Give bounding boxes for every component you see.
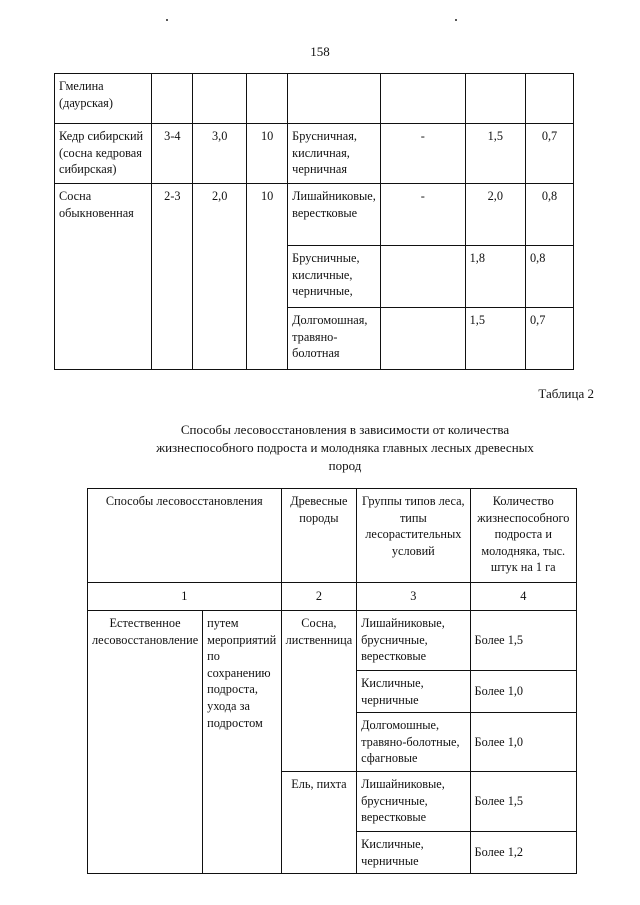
table-cell: 0,7: [526, 308, 574, 370]
page-number: 158: [310, 44, 330, 59]
table-row: [88, 611, 577, 671]
header-methods: Способы лесовосстановления: [88, 489, 282, 583]
table-row: [55, 74, 574, 124]
table-cell: 1,8: [465, 246, 525, 308]
header-species: Древесные породы: [281, 489, 357, 583]
column-number: 3: [357, 583, 470, 611]
table-cell: 2,0: [465, 184, 525, 246]
scan-dot: [166, 19, 168, 21]
quantity-cell: Более 1,2: [470, 831, 576, 873]
table-cell: 0,7: [526, 124, 574, 184]
method-sub-cell: путем мероприятий по сохранению подроста, ухода за подростом: [203, 611, 281, 874]
table-2: [87, 488, 577, 874]
column-number: 4: [470, 583, 576, 611]
forest-group-cell: Кисличные, черничные: [357, 671, 470, 713]
forest-type-cell: Лишайниковые, верестковые: [288, 184, 381, 246]
table-cell: -: [380, 124, 465, 184]
forest-type-cell: Брусничная, кисличная, черничная: [288, 124, 381, 184]
species-cell: Сосна обыкновенная: [55, 184, 152, 370]
table-label: Таблица 2: [538, 386, 594, 401]
species-cell: Сосна, лиственница: [281, 611, 357, 772]
quantity-cell: Более 1,5: [470, 611, 576, 671]
table-1: [54, 73, 574, 370]
header-quantity: Количество жизнеспособного подроста и молодняка, тыс. штук на 1 га: [470, 489, 576, 583]
table-cell: 1,5: [465, 124, 525, 184]
table-title: Способы лесовосстановления в зависимости от количества жизнеспособного подроста и молодняка главных лесных древесных пород: [156, 422, 534, 474]
table-cell: [465, 74, 525, 124]
header-row: [88, 489, 577, 583]
table-cell: 0,8: [526, 184, 574, 246]
table-cell: 2-3: [152, 184, 193, 370]
table-cell: 2,0: [193, 184, 247, 370]
column-number: 1: [88, 583, 282, 611]
table-cell: [247, 74, 288, 124]
table-cell: [193, 74, 247, 124]
forest-type-cell: Долгомошная, травяно-болотная: [288, 308, 381, 370]
quantity-cell: Более 1,0: [470, 713, 576, 772]
method-main-cell: Естественное лесовосстановление: [88, 611, 203, 874]
column-number: 2: [281, 583, 357, 611]
table-cell: [288, 74, 381, 124]
table-cell: [380, 74, 465, 124]
forest-group-cell: Лишайниковые, брусничные, верестковые: [357, 771, 470, 831]
forest-group-cell: Долгомошные, травяно-болотные, сфагновые: [357, 713, 470, 772]
scan-dot: [455, 19, 457, 21]
table-cell: 0,8: [526, 246, 574, 308]
table-cell: 10: [247, 124, 288, 184]
species-cell: Ель, пихта: [281, 771, 357, 873]
table-row: [55, 124, 574, 184]
table-cell: [380, 246, 465, 308]
number-row: [88, 583, 577, 611]
forest-type-cell: Брусничные, кисличные, черничные,: [288, 246, 381, 308]
species-cell: Гмелина (даурская): [55, 74, 152, 124]
forest-group-cell: Лишайниковые, брусничные, верестковые: [357, 611, 470, 671]
table-cell: -: [380, 184, 465, 246]
table-cell: 1,5: [465, 308, 525, 370]
table-cell: 10: [247, 184, 288, 370]
quantity-cell: Более 1,0: [470, 671, 576, 713]
table-cell: [526, 74, 574, 124]
table-cell: [152, 74, 193, 124]
header-groups: Группы типов леса, типы лесорастительных условий: [357, 489, 470, 583]
table-cell: 3,0: [193, 124, 247, 184]
species-cell: Кедр сибирский (сосна кедровая сибирская): [55, 124, 152, 184]
forest-group-cell: Кисличные, черничные: [357, 831, 470, 873]
quantity-cell: Более 1,5: [470, 771, 576, 831]
table-cell: 3-4: [152, 124, 193, 184]
table-cell: [380, 308, 465, 370]
table-row: [55, 184, 574, 246]
